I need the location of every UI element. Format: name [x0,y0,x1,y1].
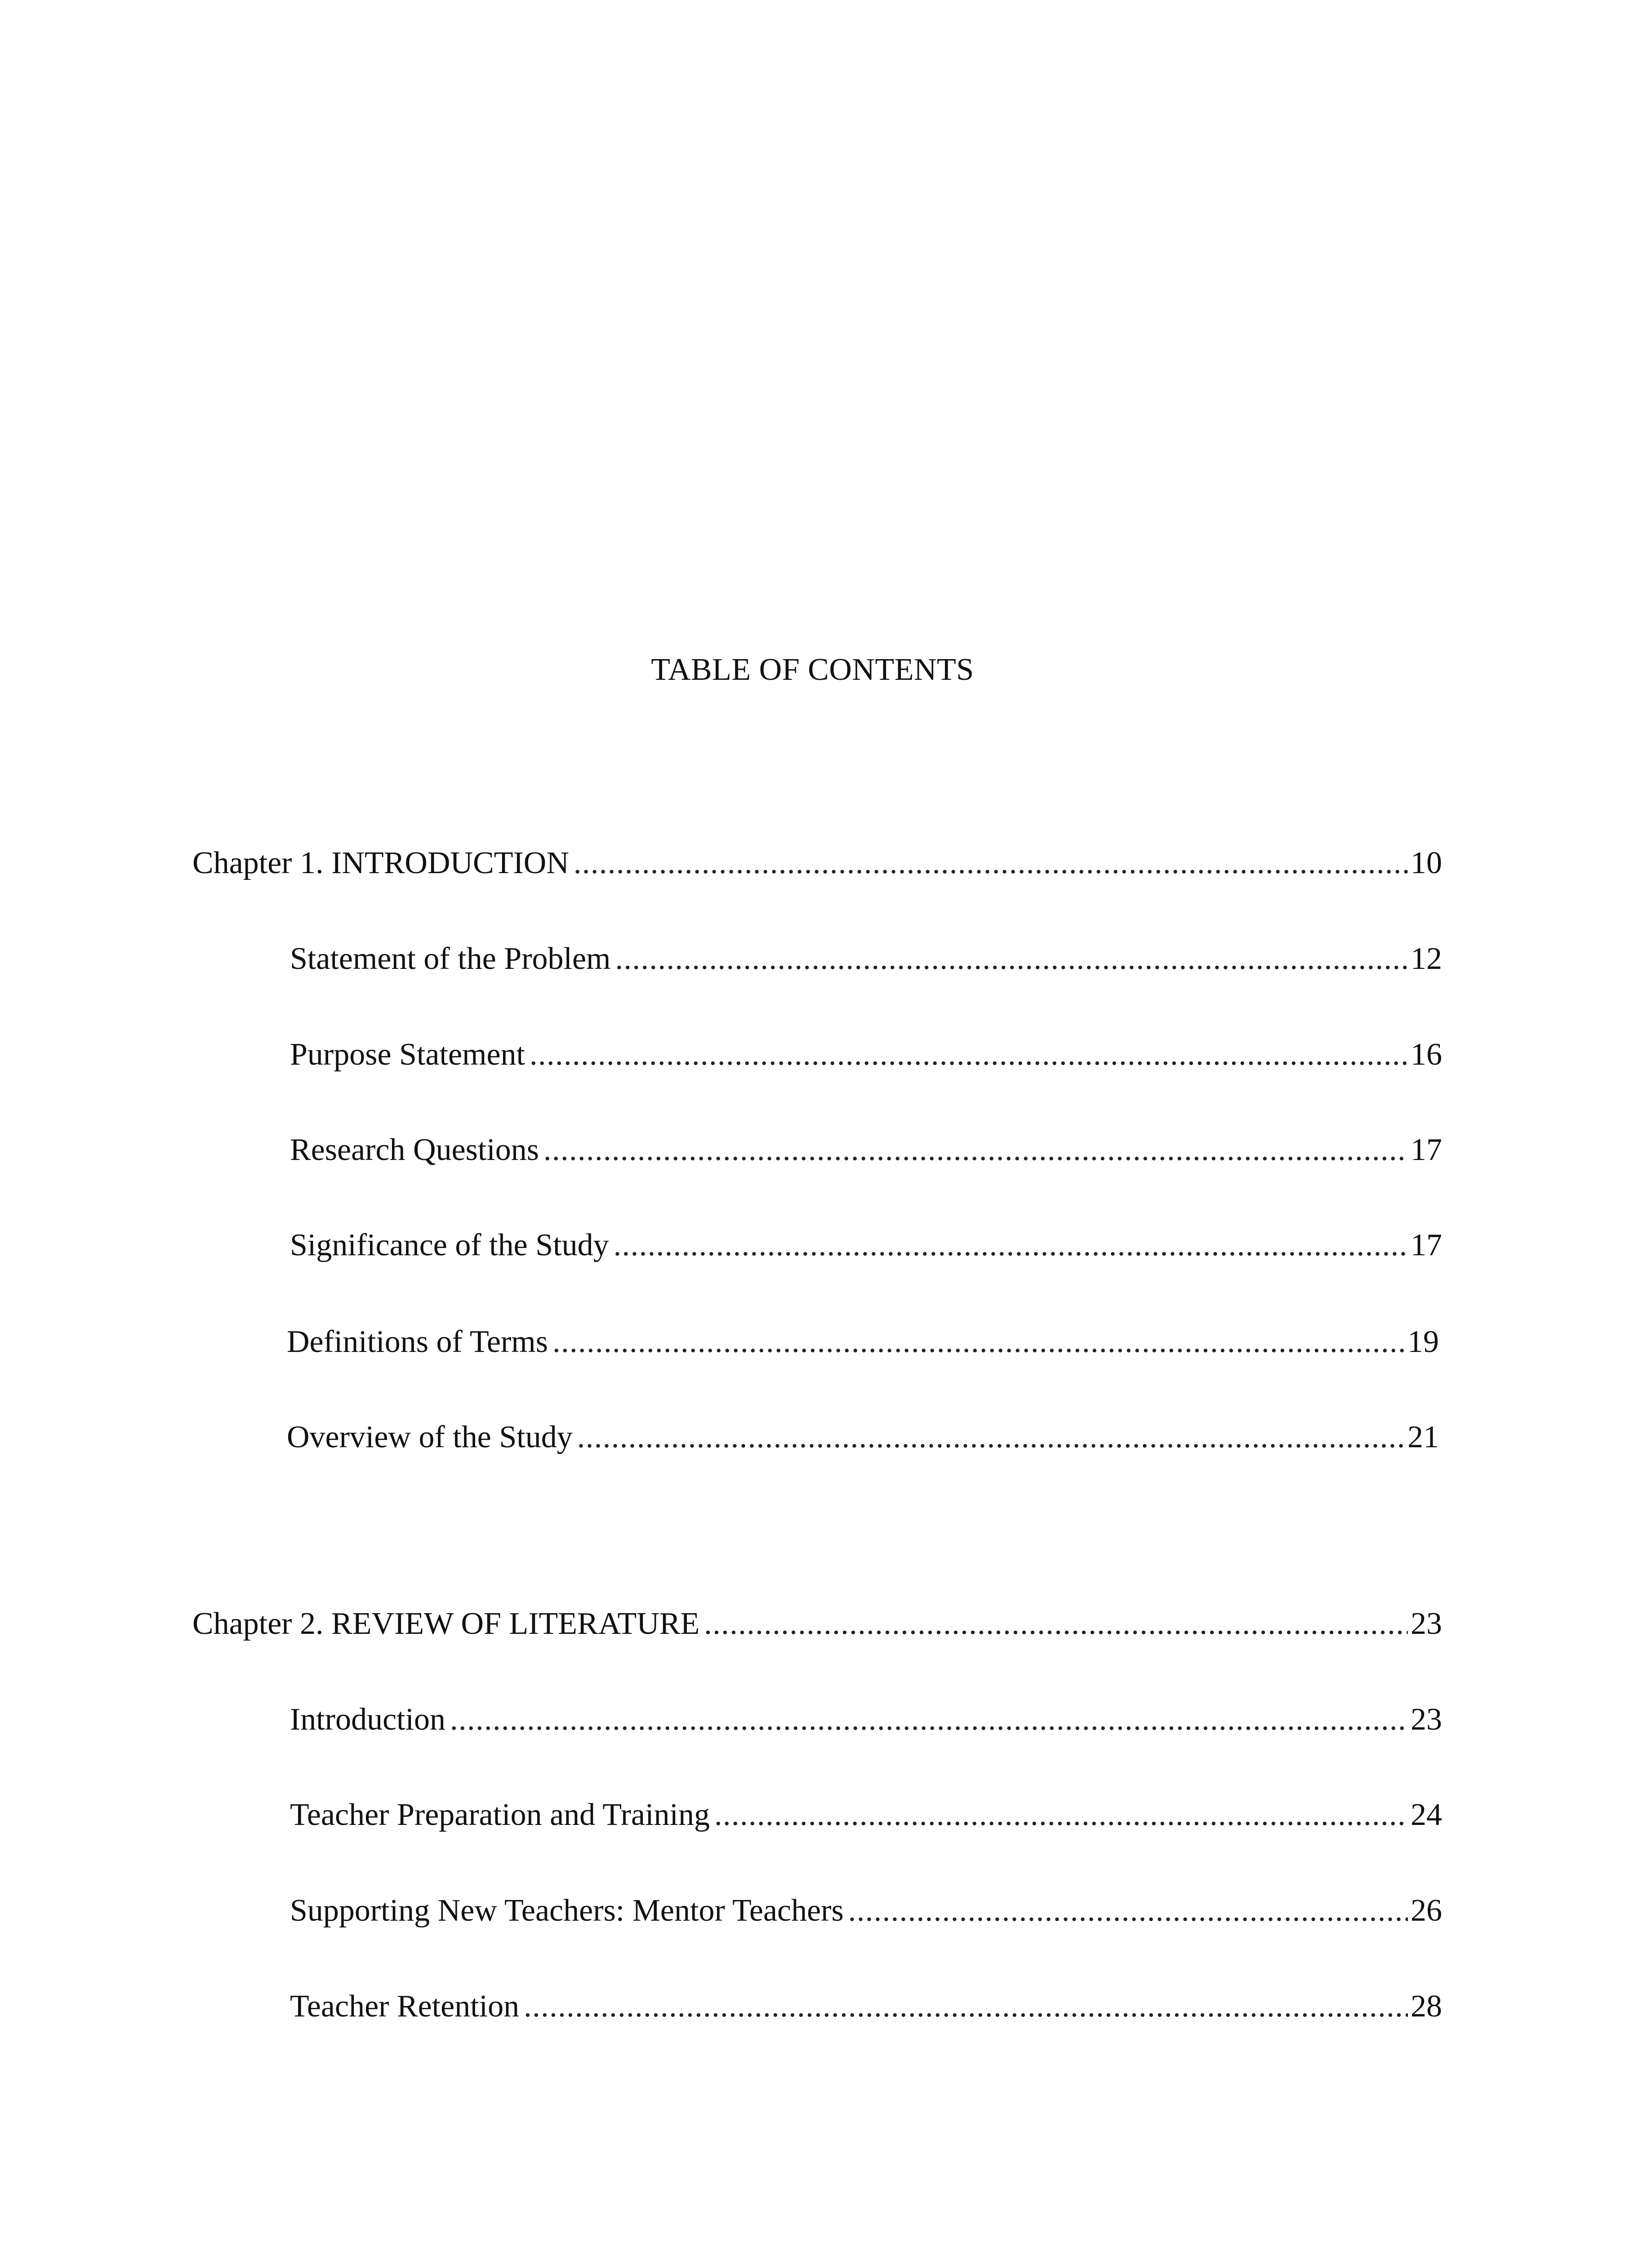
dot-leader [574,841,1408,886]
dot-leader [524,1984,1408,2029]
toc-entry-page: 17 [1411,1133,1442,1167]
toc-entry-page: 16 [1411,1037,1442,1072]
toc-entry-page: 12 [1411,941,1442,976]
toc-entry-page: 23 [1411,1606,1442,1641]
toc-entry-chapter-1 [192,841,1442,886]
dot-leader [552,1320,1405,1365]
toc-entry-label: Statement of the Problem [290,941,611,976]
dot-leader [450,1697,1408,1742]
toc-entry-purpose-statement [290,1032,1442,1077]
toc-entry-page: 19 [1407,1325,1439,1359]
toc-entry-label: Purpose Statement [290,1037,525,1072]
dot-leader [614,1223,1408,1268]
toc-entry-label: Chapter 2. REVIEW OF LITERATURE [192,1606,700,1641]
toc-entry-label: Research Questions [290,1133,539,1167]
toc-entry-page: 26 [1411,1893,1442,1928]
toc-entry-overview [287,1415,1439,1460]
toc-entry-introduction [290,1697,1442,1742]
toc-entry-significance [290,1223,1442,1268]
toc-entry-page: 23 [1411,1702,1442,1737]
toc-entry-page: 10 [1411,846,1442,880]
toc-entry-page: 21 [1407,1420,1439,1454]
toc-entry-definitions [287,1320,1439,1365]
toc-entry-chapter-2 [192,1601,1442,1646]
toc-entry-teacher-retention [290,1984,1442,2029]
toc-entry-page: 24 [1411,1798,1442,1832]
toc-entry-label: Teacher Retention [290,1989,520,2024]
toc-entry-research-questions [290,1128,1442,1173]
toc-entry-page: 17 [1411,1228,1442,1262]
toc-entry-statement-of-problem [290,937,1442,981]
dot-leader [714,1793,1408,1838]
dot-leader [543,1128,1408,1173]
toc-title: TABLE OF CONTENTS [651,652,974,687]
toc-entry-label: Introduction [290,1702,446,1737]
dot-leader [848,1888,1408,1933]
toc-entry-label: Teacher Preparation and Training [290,1798,710,1832]
dot-leader [530,1032,1408,1077]
toc-entry-label: Definitions of Terms [287,1325,548,1359]
toc-entry-label: Supporting New Teachers: Mentor Teachers [290,1893,844,1928]
dot-leader [615,937,1408,981]
dot-leader [704,1601,1408,1646]
toc-entry-label: Significance of the Study [290,1228,609,1262]
toc-entry-page: 28 [1411,1989,1442,2024]
toc-entry-label: Overview of the Study [287,1420,573,1454]
dot-leader [577,1415,1405,1460]
toc-entry-label: Chapter 1. INTRODUCTION [192,846,569,880]
toc-entry-teacher-preparation [290,1793,1442,1838]
toc-entry-mentor-teachers [290,1888,1442,1933]
